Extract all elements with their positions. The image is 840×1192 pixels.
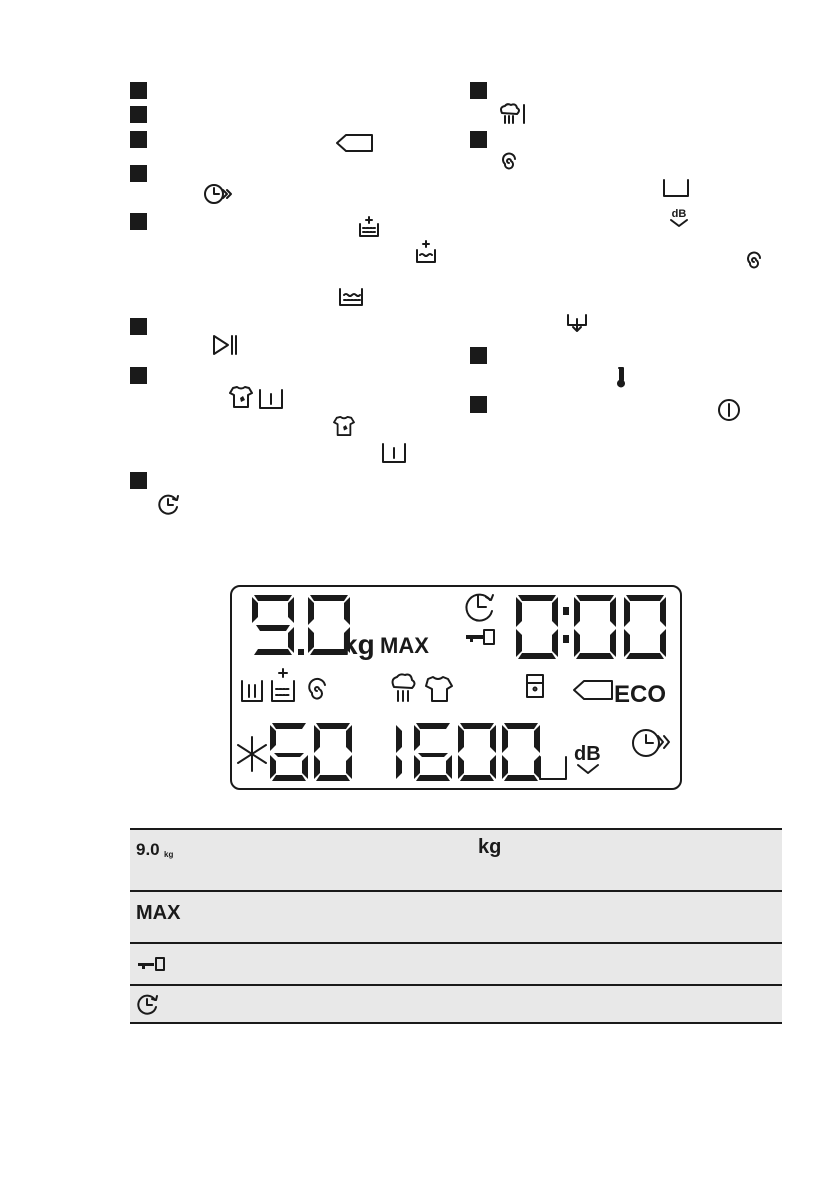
table-row (130, 942, 782, 984)
lcd-eco-tag-icon (574, 681, 612, 699)
temperature-digits (270, 723, 352, 781)
table-row (130, 984, 782, 1024)
svg-text:kg: kg (164, 850, 174, 859)
delay-start-icon (203, 183, 233, 205)
steam-icon (498, 103, 528, 125)
marker-2 (130, 106, 147, 123)
lcd-spin-icon (309, 679, 325, 699)
stains-icon-small (333, 416, 355, 436)
spin-digits (396, 723, 540, 781)
marker-4 (130, 165, 147, 182)
marker-10 (470, 131, 487, 148)
marker-11 (470, 347, 487, 364)
max-label: MAX (380, 633, 429, 658)
prewash-tub-icon-small (381, 442, 407, 464)
marker-3 (130, 131, 147, 148)
lcd-time-manager-icon (466, 595, 493, 621)
kg-label: kg (478, 836, 502, 858)
lcd-stains-icon (426, 677, 452, 701)
svg-text:9.0: 9.0 (136, 840, 160, 859)
marker-1 (130, 82, 147, 99)
prewash-tub-icon (258, 388, 284, 410)
spin-icon (499, 151, 519, 173)
marker-9 (470, 82, 487, 99)
table-row (130, 890, 782, 942)
lcd-no-spin-icon (540, 757, 566, 779)
lcd-child-lock-icon (466, 630, 494, 644)
extra-rinse-icon (415, 240, 437, 264)
lcd-prewash-tub-icon (242, 681, 262, 701)
thermometer-icon (614, 366, 628, 388)
load-digits (252, 595, 350, 655)
marker-12 (470, 396, 487, 413)
max-icon: MAX (136, 902, 181, 924)
lcd-door-lock-icon (527, 675, 543, 697)
time-digits (516, 595, 666, 659)
lcd-night-icon (578, 765, 598, 773)
marker-5 (130, 213, 147, 230)
power-icon (717, 398, 741, 422)
drain-icon (566, 313, 588, 333)
marker-8 (130, 472, 147, 489)
legend-table (130, 828, 782, 1024)
stains-icon (229, 386, 253, 408)
marker-6 (130, 318, 147, 335)
prewash-icon (358, 216, 380, 238)
time-manager-icon-table (136, 994, 160, 1016)
lcd-steam-icon (393, 674, 415, 701)
lcd-prewash-icon (272, 669, 294, 701)
load-unit-label: kg (342, 629, 375, 660)
start-pause-icon (211, 333, 239, 357)
lcd-delay-start-icon (633, 730, 669, 756)
eco-tag-icon (336, 134, 374, 152)
time-manager-icon (157, 494, 181, 516)
spin-icon-2 (744, 250, 764, 272)
table-row (130, 828, 782, 890)
marker-7 (130, 367, 147, 384)
db-label: dB (574, 743, 601, 765)
svg-text:dB: dB (671, 208, 687, 220)
cold-asterisk (238, 737, 266, 771)
night-cycle-icon (668, 206, 690, 228)
soak-icon (338, 287, 364, 307)
eco-label: ECO (614, 681, 667, 708)
no-spin-icon (662, 178, 690, 198)
lcd-display-panel (230, 585, 682, 790)
load-display-icon (136, 840, 182, 860)
child-lock-icon (136, 956, 168, 972)
